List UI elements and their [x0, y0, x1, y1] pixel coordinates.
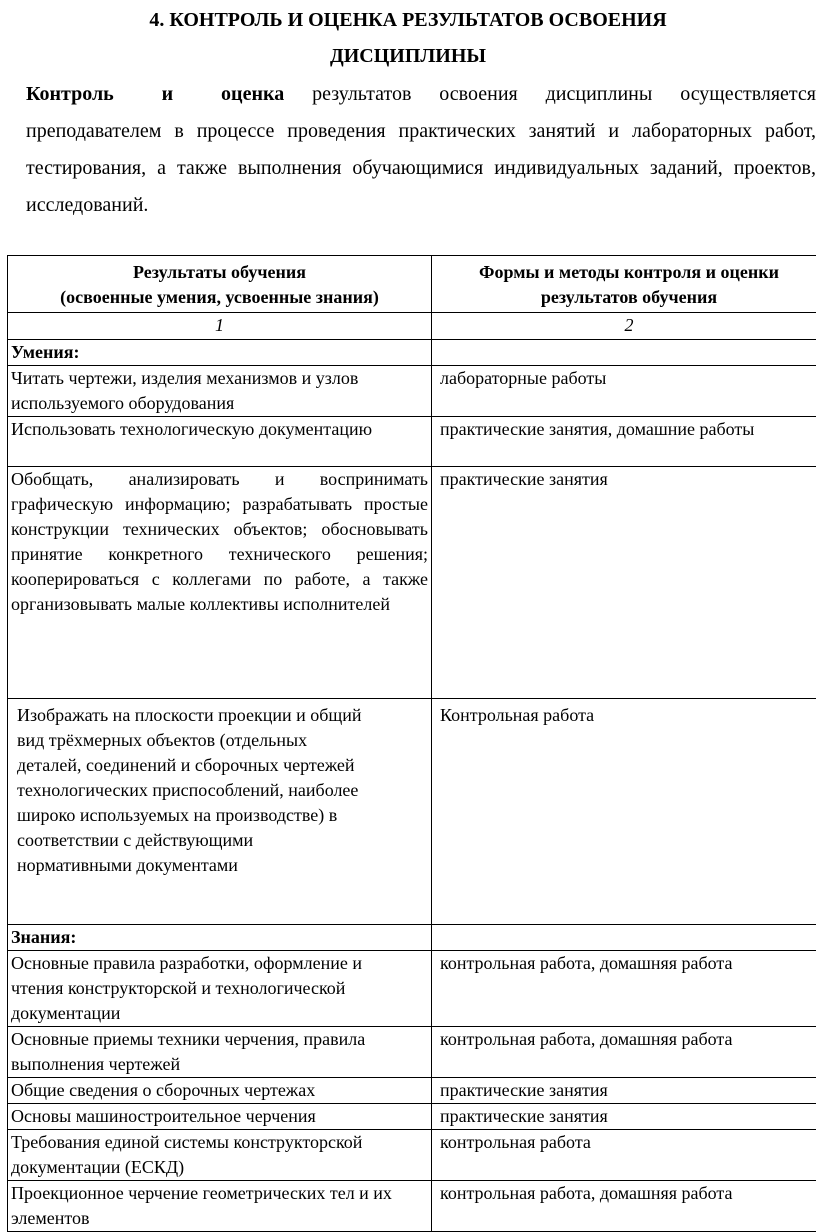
- section-title-line1: 4. КОНТРОЛЬ И ОЦЕНКА РЕЗУЛЬТАТОВ ОСВОЕНИЯ: [149, 9, 667, 31]
- header-methods-line1: Формы и методы контроля и оценки: [479, 262, 779, 282]
- results-table: [7, 255, 816, 1232]
- method-cell: контрольная работа, домашняя работа: [432, 951, 816, 1027]
- column-number-2: 2: [432, 313, 816, 340]
- result-text: Требования единой системы конструкторской документации (ЕСКД): [11, 1132, 363, 1177]
- result-cell: Основные приемы техники черчения, правила выполнения чертежей: [8, 1027, 432, 1078]
- result-cell: [8, 951, 432, 1027]
- table-row: [8, 699, 816, 925]
- result-cell: Читать чертежи, изделия механизмов и узлов используемого оборудования: [8, 366, 432, 417]
- section-title-line2: ДИСЦИПЛИНЫ: [329, 45, 487, 67]
- method-cell: практические занятия, домашние работы: [432, 417, 816, 467]
- table-row: [8, 1078, 816, 1104]
- section-title: [0, 2, 816, 74]
- result-cell: [8, 699, 432, 925]
- intro-text: результатов освоения дисциплины осуществляется преподавателем в процессе проведения практических занятий и лабораторных работ, тестирования, а также выполнения обучающимися индивидуальных заданий, проектов, исследований.: [26, 83, 816, 216]
- table-row: [8, 1104, 816, 1130]
- table-row: [8, 1181, 816, 1232]
- knowledge-label: Знания:: [8, 925, 432, 951]
- column-number-row: [8, 313, 816, 340]
- result-text: Проекционное черчение геометрических тел и их элементов: [11, 1183, 392, 1228]
- result-cell: Обобщать, анализировать и воспринимать графическую информацию; разрабатывать простые конструкции технических объектов; обосновывать принятие конкретного технического решения; кооперироваться с коллегами по работе, а также организовывать малые коллективы исполнителей: [8, 467, 432, 699]
- method-cell: контрольная работа, домашняя работа: [432, 1027, 816, 1078]
- table-row: [8, 1130, 816, 1181]
- method-cell: [432, 699, 816, 925]
- result-cell: Основы машиностроительное черчения: [8, 1104, 432, 1130]
- table-header-row: [8, 256, 816, 313]
- knowledge-label-empty: [432, 925, 816, 951]
- result-cell: Использовать технологическую документацию: [8, 417, 432, 467]
- result-cell: Общие сведения о сборочных чертежах: [8, 1078, 432, 1104]
- method-cell: практические занятия: [432, 1104, 816, 1130]
- skills-label-empty: [432, 340, 816, 366]
- table-row: [8, 366, 816, 417]
- header-results: [8, 256, 432, 313]
- result-text: Основные правила разработки, оформление и чтения конструкторской и технологической документации: [11, 953, 362, 1023]
- skills-section-row: [8, 340, 816, 366]
- intro-paragraph: [26, 76, 816, 224]
- result-text: Изображать на плоскости проекции и общий вид трёхмерных объектов (отдельных деталей, соединений и сборочных чертежей технологических приспособлений, наиболее широко используемых на производстве) в соответствии с действующими нормативными документами: [17, 705, 362, 875]
- header-results-line1: Результаты обучения: [132, 262, 306, 282]
- method-cell: практические занятия: [432, 467, 816, 699]
- skills-label: Умения:: [8, 340, 432, 366]
- header-methods: [432, 256, 816, 313]
- table-row: [8, 1027, 816, 1078]
- table-row: [8, 467, 816, 699]
- header-results-line2: (освоенные умения, усвоенные знания): [60, 287, 379, 307]
- method-cell: лабораторные работы: [432, 366, 816, 417]
- knowledge-section-row: [8, 925, 816, 951]
- header-methods-line2: результатов обучения: [540, 287, 718, 307]
- result-cell: [8, 1130, 432, 1181]
- intro-lead: Контроль и оценка: [26, 83, 285, 105]
- result-cell: [8, 1181, 432, 1232]
- method-cell: контрольная работа: [432, 1130, 816, 1181]
- table-row: [8, 417, 816, 467]
- method-cell: практические занятия: [432, 1078, 816, 1104]
- table-row: [8, 951, 816, 1027]
- column-number-1: 1: [8, 313, 432, 340]
- method-text: Контрольная работа: [440, 705, 595, 725]
- method-cell: контрольная работа, домашняя работа: [432, 1181, 816, 1232]
